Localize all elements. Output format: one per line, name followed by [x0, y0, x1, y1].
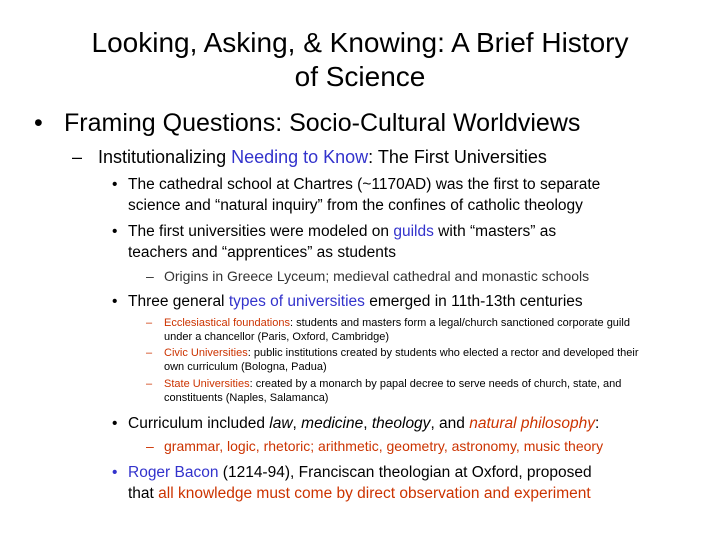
type-desc: : public institutions created by students who elected a rector and developed their: [247, 347, 639, 359]
type-name: Civic Universities: [164, 347, 248, 359]
dash-icon: –: [146, 317, 153, 329]
dash-icon: –: [72, 147, 83, 167]
bullet-icon: •: [112, 223, 118, 240]
dash-icon: –: [146, 438, 154, 454]
type-name: Ecclesiastical foundations: [164, 317, 290, 329]
subheading-pre: Institutionalizing: [98, 147, 232, 167]
bullet-icon: •: [112, 415, 118, 432]
type-name: State Universities: [164, 378, 250, 390]
point-types-post: emerged in 11th-13th centuries: [364, 293, 583, 310]
title-line-2: of Science: [294, 61, 426, 92]
point-guilds-post: with “masters” as: [433, 223, 557, 240]
curriculum-law: law: [269, 415, 293, 432]
sub-curriculum-text: grammar, logic, rhetoric; arithmetic, geometry, astronomy, music theory: [164, 438, 604, 454]
curriculum-pre: Curriculum included: [128, 415, 270, 432]
bullet-icon: •: [112, 176, 118, 193]
point-chartres-line-1: The cathedral school at Chartres (~1170AD) was the first to separate: [128, 176, 601, 193]
bullet-text: Framing Questions: Socio-Cultural Worldviews: [64, 109, 581, 137]
point-types-highlight: types of universities: [228, 293, 365, 310]
curriculum-sep: , and: [430, 415, 470, 432]
dash-icon: –: [146, 378, 153, 390]
type-ecclesiastical: [146, 316, 694, 344]
bacon-highlight: all knowledge must come by direct observation and experiment: [158, 485, 591, 502]
point-guilds-pre: The first universities were modeled on: [128, 223, 394, 240]
subheading-post: : The First Universities: [368, 147, 547, 167]
subheading-highlight: Needing to Know: [231, 147, 369, 167]
sub-origins-text: Origins in Greece Lyceum; medieval cathedral and monastic schools: [164, 268, 590, 284]
point-curriculum: [112, 413, 692, 434]
bullet-icon: •: [112, 464, 118, 481]
bullet-icon: •: [34, 109, 43, 137]
type-desc-line-2: own curriculum (Bologna, Padua): [164, 361, 327, 373]
curriculum-medicine: medicine: [301, 415, 364, 432]
dash-icon: –: [146, 347, 153, 359]
title-line-1: Looking, Asking, & Knowing: A Brief History: [91, 27, 629, 58]
type-desc: : created by a monarch by papal decree to serve needs of church, state, and: [249, 378, 622, 390]
point-types: [112, 291, 692, 312]
dash-icon: –: [146, 268, 154, 284]
curriculum-theology: theology: [371, 415, 431, 432]
point-chartres: [112, 174, 692, 216]
point-guilds: [112, 221, 692, 263]
type-desc-line-2: constituents (Naples, Salamanca): [164, 392, 329, 404]
point-types-pre: Three general: [128, 293, 229, 310]
bullet-icon: •: [112, 293, 118, 310]
slide-title: [30, 26, 690, 94]
point-chartres-line-2: science and “natural inquiry” from the confines of catholic theology: [128, 197, 583, 214]
point-guilds-line-2: teachers and “apprentices” as students: [128, 244, 396, 261]
type-desc: : students and masters form a legal/church sanctioned corporate guild: [289, 317, 630, 329]
bacon-pre2: that: [128, 485, 159, 502]
type-civic: [146, 346, 694, 374]
point-guilds-highlight: guilds: [393, 223, 434, 240]
curriculum-natural-philosophy: natural philosophy: [469, 415, 596, 432]
point-roger-bacon: [112, 462, 692, 504]
type-desc-line-2: under a chancellor (Paris, Oxford, Cambridge): [164, 331, 389, 343]
curriculum-post: :: [595, 415, 600, 432]
curriculum-sep: ,: [292, 415, 302, 432]
bacon-rest: (1214-94), Franciscan theologian at Oxford, proposed: [218, 464, 592, 481]
type-state: [146, 377, 694, 405]
bacon-name: Roger Bacon: [128, 464, 219, 481]
curriculum-sep: ,: [363, 415, 372, 432]
